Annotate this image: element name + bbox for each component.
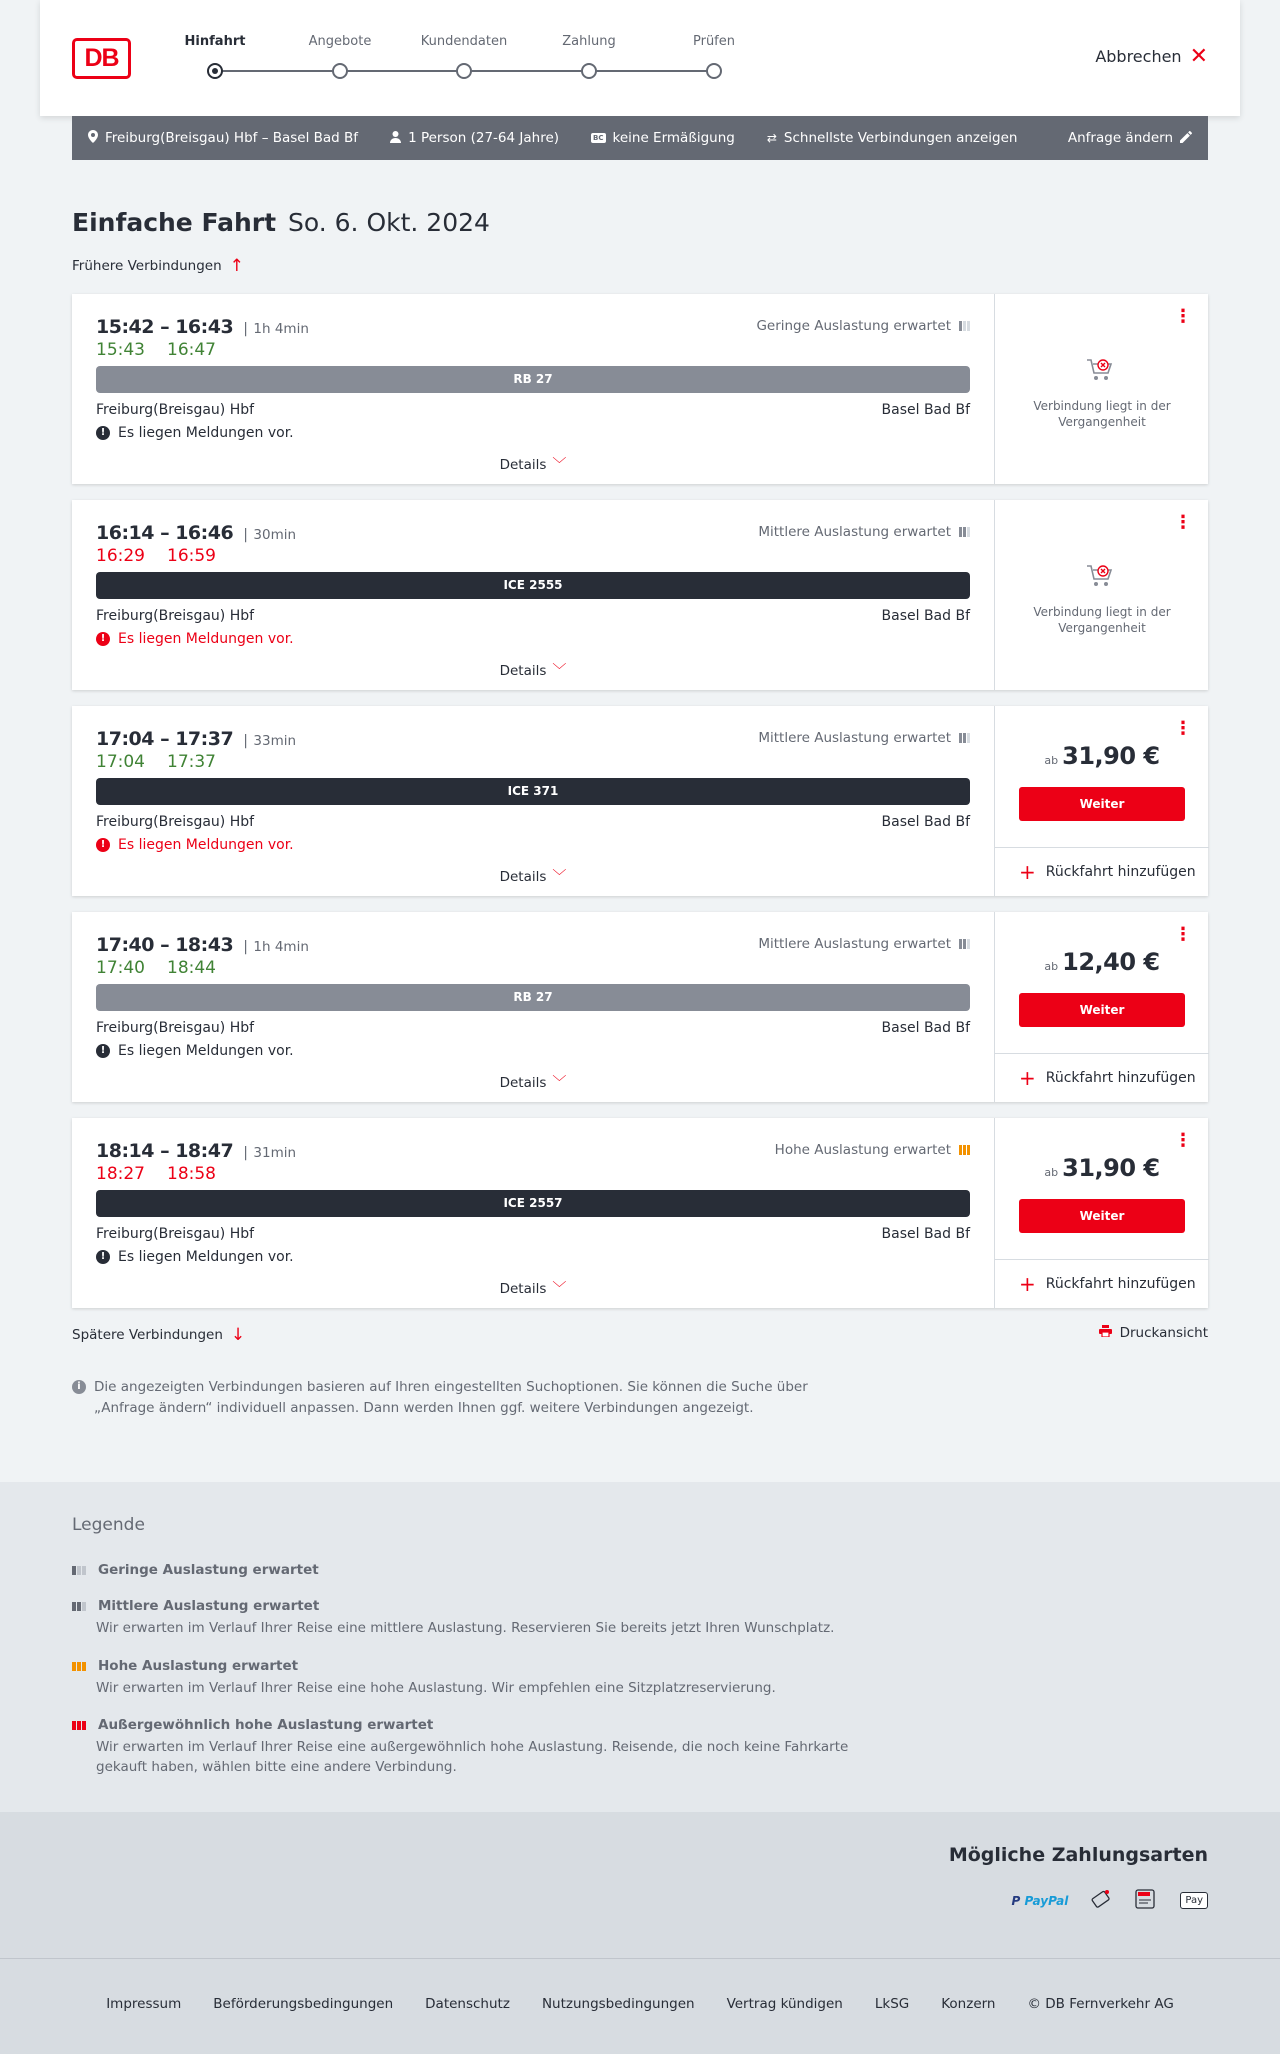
connection-info — [72, 294, 994, 484]
change-request-label: Anfrage ändern — [1067, 130, 1173, 146]
legend-label-very-high: Außergewöhnlich hohe Auslastung erwartet — [98, 1717, 434, 1733]
occupancy-info — [758, 936, 970, 952]
offer-panel — [994, 706, 1208, 896]
arrow-down-icon: ↓ — [230, 1325, 246, 1345]
footer-link-impressum[interactable]: Impressum — [106, 1996, 182, 2012]
duration: 1h 4min — [253, 939, 309, 955]
step-dot-hinfahrt — [207, 63, 223, 79]
arrival-station: Basel Bad Bf — [881, 1226, 970, 1242]
print-view-label: Druckansicht — [1119, 1325, 1208, 1341]
printer-icon — [1099, 1325, 1112, 1341]
more-options-icon[interactable]: ⋮ — [1174, 1130, 1192, 1151]
sepa-icon — [1134, 1888, 1158, 1913]
train-bar[interactable]: ICE 371 — [96, 778, 970, 805]
footer — [0, 1958, 1280, 2054]
apple-pay-icon: Pay — [1180, 1892, 1208, 1909]
low-occupancy-icon — [72, 1566, 88, 1575]
bahncard-icon: BC — [593, 134, 604, 142]
step-angebote: Angebote — [308, 34, 372, 49]
chevron-down-icon: ﹀ — [552, 1281, 567, 1297]
earlier-connections-label: Frühere Verbindungen — [72, 258, 222, 274]
arrival-station: Basel Bad Bf — [881, 1020, 970, 1036]
disruption-message[interactable]: ! Es liegen Meldungen vor. — [96, 631, 294, 647]
footer-link-datenschutz[interactable]: Datenschutz — [425, 1996, 510, 2012]
occupancy-text: Geringe Auslastung erwartet — [756, 318, 951, 334]
realtime-arrival: 18:58 — [167, 1164, 216, 1184]
continue-button[interactable]: Weiter — [1019, 993, 1185, 1027]
connection-card — [72, 1118, 1208, 1308]
cancel-button[interactable] — [1095, 43, 1208, 69]
realtime-times — [96, 1164, 216, 1184]
realtime-arrival: 18:44 — [167, 958, 216, 978]
realtime-times — [96, 958, 216, 978]
realtime-arrival: 16:47 — [167, 340, 216, 360]
arrival-station: Basel Bad Bf — [881, 814, 970, 830]
legend-desc-very-high: Wir erwarten im Verlauf Ihrer Reise eine außergewöhnlich hohe Auslastung. Reisende, die noch keine Fahrkarte gekauft haben, wählen bitte eine andere Verbindung. — [96, 1739, 849, 1775]
duration: 30min — [253, 527, 297, 543]
realtime-arrival: 16:59 — [167, 546, 216, 566]
add-return-trip-label: Rückfahrt hinzufügen — [1045, 1070, 1196, 1086]
later-connections-label: Spätere Verbindungen — [72, 1327, 223, 1343]
add-return-trip-button[interactable] — [995, 1053, 1209, 1102]
occupancy-icon — [959, 733, 970, 743]
payment-title: Mögliche Zahlungsarten — [948, 1844, 1208, 1866]
scheduled-times: 15:42 – 16:43 | 1h 4min — [96, 316, 309, 338]
plus-icon: + — [1019, 860, 1036, 884]
footer-link-konzern[interactable]: Konzern — [941, 1996, 996, 2012]
step-dot-pruefen — [706, 63, 722, 79]
warning-icon: ! — [96, 426, 110, 440]
payment-section — [0, 1812, 1280, 1958]
duration: 31min — [253, 1145, 297, 1161]
chevron-down-icon: ﹀ — [552, 457, 567, 473]
realtime-departure: 16:29 — [96, 546, 145, 566]
connection-info — [72, 706, 994, 896]
search-travellers — [390, 130, 559, 146]
realtime-times — [96, 752, 216, 772]
trip-date: So. 6. Okt. 2024 — [288, 208, 490, 237]
search-route — [88, 130, 358, 146]
paypal-icon: P PayPal — [1011, 1893, 1069, 1908]
route-text: Freiburg(Breisgau) Hbf – Basel Bad Bf — [105, 130, 359, 146]
step-dot-kundendaten — [456, 63, 472, 79]
departure-station: Freiburg(Breisgau) Hbf — [96, 1020, 255, 1036]
occupancy-text: Mittlere Auslastung erwartet — [758, 730, 951, 746]
arrow-up-icon: ↑ — [229, 256, 244, 276]
legend-label-high: Hohe Auslastung erwartet — [98, 1658, 299, 1674]
train-bar[interactable]: ICE 2555 — [96, 572, 970, 599]
footer-link-vertrag[interactable]: Vertrag kündigen — [726, 1996, 843, 2012]
occupancy-text: Mittlere Auslastung erwartet — [758, 524, 951, 540]
scheduled-times: 17:04 – 17:37 | 33min — [96, 728, 297, 750]
realtime-times — [96, 546, 216, 566]
price-value: 12,40 € — [1062, 948, 1160, 976]
very-high-occupancy-icon — [72, 1721, 88, 1730]
more-options-icon[interactable]: ⋮ — [1174, 512, 1192, 533]
details-toggle[interactable]: Details ﹀ — [499, 1075, 567, 1091]
offer-panel — [994, 912, 1208, 1102]
past-connection-text: Verbindung liegt in der Vergangenheit — [1033, 399, 1171, 429]
cart-unavailable-icon — [1085, 356, 1115, 384]
scheduled-times: 16:14 – 16:46 | 30min — [96, 522, 297, 544]
connection-info — [72, 1118, 994, 1308]
train-bar[interactable]: ICE 2557 — [96, 1190, 970, 1217]
warning-icon: ! — [96, 838, 110, 852]
chevron-down-icon: ﹀ — [552, 1075, 567, 1091]
step-kundendaten: Kundendaten — [420, 34, 508, 49]
price: ab 31,90 € — [1044, 742, 1160, 770]
plus-icon: + — [1019, 1272, 1036, 1296]
realtime-departure: 15:43 — [96, 340, 145, 360]
disruption-message[interactable]: ! Es liegen Meldungen vor. — [96, 425, 294, 441]
price: ab 12,40 € — [1044, 948, 1160, 976]
add-return-trip-button[interactable] — [995, 1259, 1209, 1308]
duration: 33min — [253, 733, 297, 749]
header — [40, 0, 1240, 116]
more-options-icon[interactable]: ⋮ — [1174, 924, 1192, 945]
price: ab 31,90 € — [1044, 1154, 1160, 1182]
info-icon: i — [72, 1380, 86, 1394]
swap-arrows-icon: ⇄ — [766, 131, 777, 145]
departure-station: Freiburg(Breisgau) Hbf — [96, 1226, 255, 1242]
occupancy-info — [775, 1142, 970, 1158]
search-fastest — [767, 130, 1018, 146]
cancel-label: Abbrechen — [1095, 47, 1182, 66]
fastest-text: Schnellste Verbindungen anzeigen — [783, 130, 1018, 146]
disruption-message[interactable]: ! Es liegen Meldungen vor. — [96, 837, 294, 853]
warning-icon: ! — [96, 632, 110, 646]
details-toggle[interactable]: Details ﹀ — [499, 663, 567, 679]
realtime-departure: 17:40 — [96, 958, 145, 978]
payment-methods — [1012, 1888, 1208, 1913]
cart-unavailable-icon — [1085, 562, 1115, 590]
arrival-station: Basel Bad Bf — [881, 402, 970, 418]
legend-item-low — [72, 1562, 872, 1578]
realtime-arrival: 17:37 — [167, 752, 216, 772]
legend-desc-high: Wir erwarten im Verlauf Ihrer Reise eine hohe Auslastung. Wir empfehlen eine Sitzplatzreservierung. — [96, 1680, 776, 1696]
warning-icon: ! — [96, 1250, 110, 1264]
footer-links — [0, 1996, 1280, 2012]
footer-link-befoerderung[interactable]: Beförderungsbedingungen — [213, 1996, 394, 2012]
later-connections-link[interactable] — [72, 1325, 245, 1345]
discount-text: keine Ermäßigung — [612, 130, 735, 146]
plus-icon: + — [1019, 1066, 1036, 1090]
legend-section — [0, 1482, 1280, 1812]
continue-button[interactable]: Weiter — [1019, 1199, 1185, 1233]
details-toggle[interactable]: Details ﹀ — [499, 457, 567, 473]
step-pruefen: Prüfen — [692, 34, 735, 49]
location-pin-icon — [88, 130, 98, 146]
info-text: Die angezeigten Verbindungen basieren auf Ihren eingestellten Suchoptionen. Sie können die Suche über „Anfrage ändern“ individuell anpassen. Dann werden Ihnen ggf. weitere Verbindungen angezeigt. — [94, 1379, 808, 1416]
occupancy-icon — [959, 321, 970, 331]
chevron-down-icon: ﹀ — [552, 663, 567, 679]
step-zahlung: Zahlung — [562, 34, 616, 49]
departure-station: Freiburg(Breisgau) Hbf — [96, 814, 255, 830]
occupancy-icon — [959, 527, 970, 537]
train-bar[interactable]: RB 27 — [96, 984, 970, 1011]
disruption-message[interactable]: ! Es liegen Meldungen vor. — [96, 1249, 294, 1265]
add-return-trip-label: Rückfahrt hinzufügen — [1045, 1276, 1196, 1292]
legend-title: Legende — [72, 1515, 145, 1535]
more-options-icon[interactable]: ⋮ — [1174, 718, 1192, 739]
legend-label-medium: Mittlere Auslastung erwartet — [98, 1598, 320, 1614]
disruption-message[interactable]: ! Es liegen Meldungen vor. — [96, 1043, 294, 1059]
legend-item-high — [72, 1658, 872, 1698]
footer-link-lksg[interactable]: LkSG — [874, 1996, 910, 2012]
offer-panel — [994, 294, 1208, 484]
price-value: 31,90 € — [1062, 742, 1160, 770]
occupancy-text: Hohe Auslastung erwartet — [774, 1142, 951, 1158]
legend-item-medium — [72, 1598, 872, 1638]
past-connection-text: Verbindung liegt in der Vergangenheit — [1033, 605, 1171, 635]
legend-desc-medium: Wir erwarten im Verlauf Ihrer Reise eine mittlere Auslastung. Reservieren Sie bereits jetzt Ihren Wunschplatz. — [96, 1620, 835, 1636]
realtime-departure: 17:04 — [96, 752, 145, 772]
price-value: 31,90 € — [1062, 1154, 1160, 1182]
warning-icon: ! — [96, 1044, 110, 1058]
page-title — [72, 208, 490, 237]
travellers-text: 1 Person (27-64 Jahre) — [408, 130, 560, 146]
print-view-link[interactable] — [1099, 1325, 1208, 1341]
connection-card — [72, 500, 1208, 690]
train-bar[interactable]: RB 27 — [96, 366, 970, 393]
details-toggle[interactable]: Details ﹀ — [499, 1281, 567, 1297]
offer-panel — [994, 1118, 1208, 1308]
medium-occupancy-icon — [72, 1602, 88, 1611]
high-occupancy-icon — [72, 1662, 88, 1671]
trip-type: Einfache Fahrt — [72, 208, 277, 237]
earlier-connections-link[interactable] — [72, 256, 244, 276]
person-icon — [390, 131, 401, 146]
legend-label-low: Geringe Auslastung erwartet — [98, 1562, 319, 1578]
departure-station: Freiburg(Breisgau) Hbf — [96, 402, 255, 418]
chevron-down-icon: ﹀ — [552, 869, 567, 885]
connection-card — [72, 706, 1208, 896]
details-toggle[interactable]: Details ﹀ — [499, 869, 567, 885]
arrival-station: Basel Bad Bf — [881, 608, 970, 624]
more-options-icon[interactable]: ⋮ — [1174, 306, 1192, 327]
credit-card-icon — [1090, 1888, 1112, 1913]
step-dot-angebote — [332, 63, 348, 79]
step-dot-zahlung — [581, 63, 597, 79]
legend-item-very-high — [72, 1717, 872, 1777]
scheduled-times: 18:14 – 18:47 | 31min — [96, 1140, 297, 1162]
duration: 1h 4min — [253, 321, 309, 337]
connection-card — [72, 912, 1208, 1102]
offer-panel — [994, 500, 1208, 690]
step-hinfahrt: Hinfahrt — [184, 34, 246, 49]
footer-copyright: © DB Fernverkehr AG — [1027, 1996, 1174, 2012]
connection-card — [72, 294, 1208, 484]
departure-station: Freiburg(Breisgau) Hbf — [96, 608, 255, 624]
add-return-trip-button[interactable] — [995, 847, 1209, 896]
change-request-button[interactable] — [1068, 130, 1192, 146]
realtime-departure: 18:27 — [96, 1164, 145, 1184]
footer-link-nutzung[interactable]: Nutzungsbedingungen — [541, 1996, 695, 2012]
search-summary-bar — [72, 116, 1208, 160]
pencil-icon — [1180, 131, 1192, 146]
db-logo[interactable]: DB — [72, 38, 131, 79]
realtime-times — [96, 340, 216, 360]
info-note — [72, 1377, 852, 1419]
occupancy-info — [758, 730, 970, 746]
scheduled-times: 17:40 – 18:43 | 1h 4min — [96, 934, 309, 956]
occupancy-text: Mittlere Auslastung erwartet — [758, 936, 951, 952]
connection-info — [72, 500, 994, 690]
occupancy-icon — [959, 939, 970, 949]
occupancy-info — [758, 524, 970, 540]
occupancy-info — [756, 318, 970, 334]
connection-info — [72, 912, 994, 1102]
occupancy-icon — [959, 1145, 970, 1155]
continue-button[interactable]: Weiter — [1019, 787, 1185, 821]
add-return-trip-label: Rückfahrt hinzufügen — [1045, 864, 1196, 880]
search-discount — [591, 130, 735, 146]
close-icon: ✕ — [1189, 43, 1208, 69]
